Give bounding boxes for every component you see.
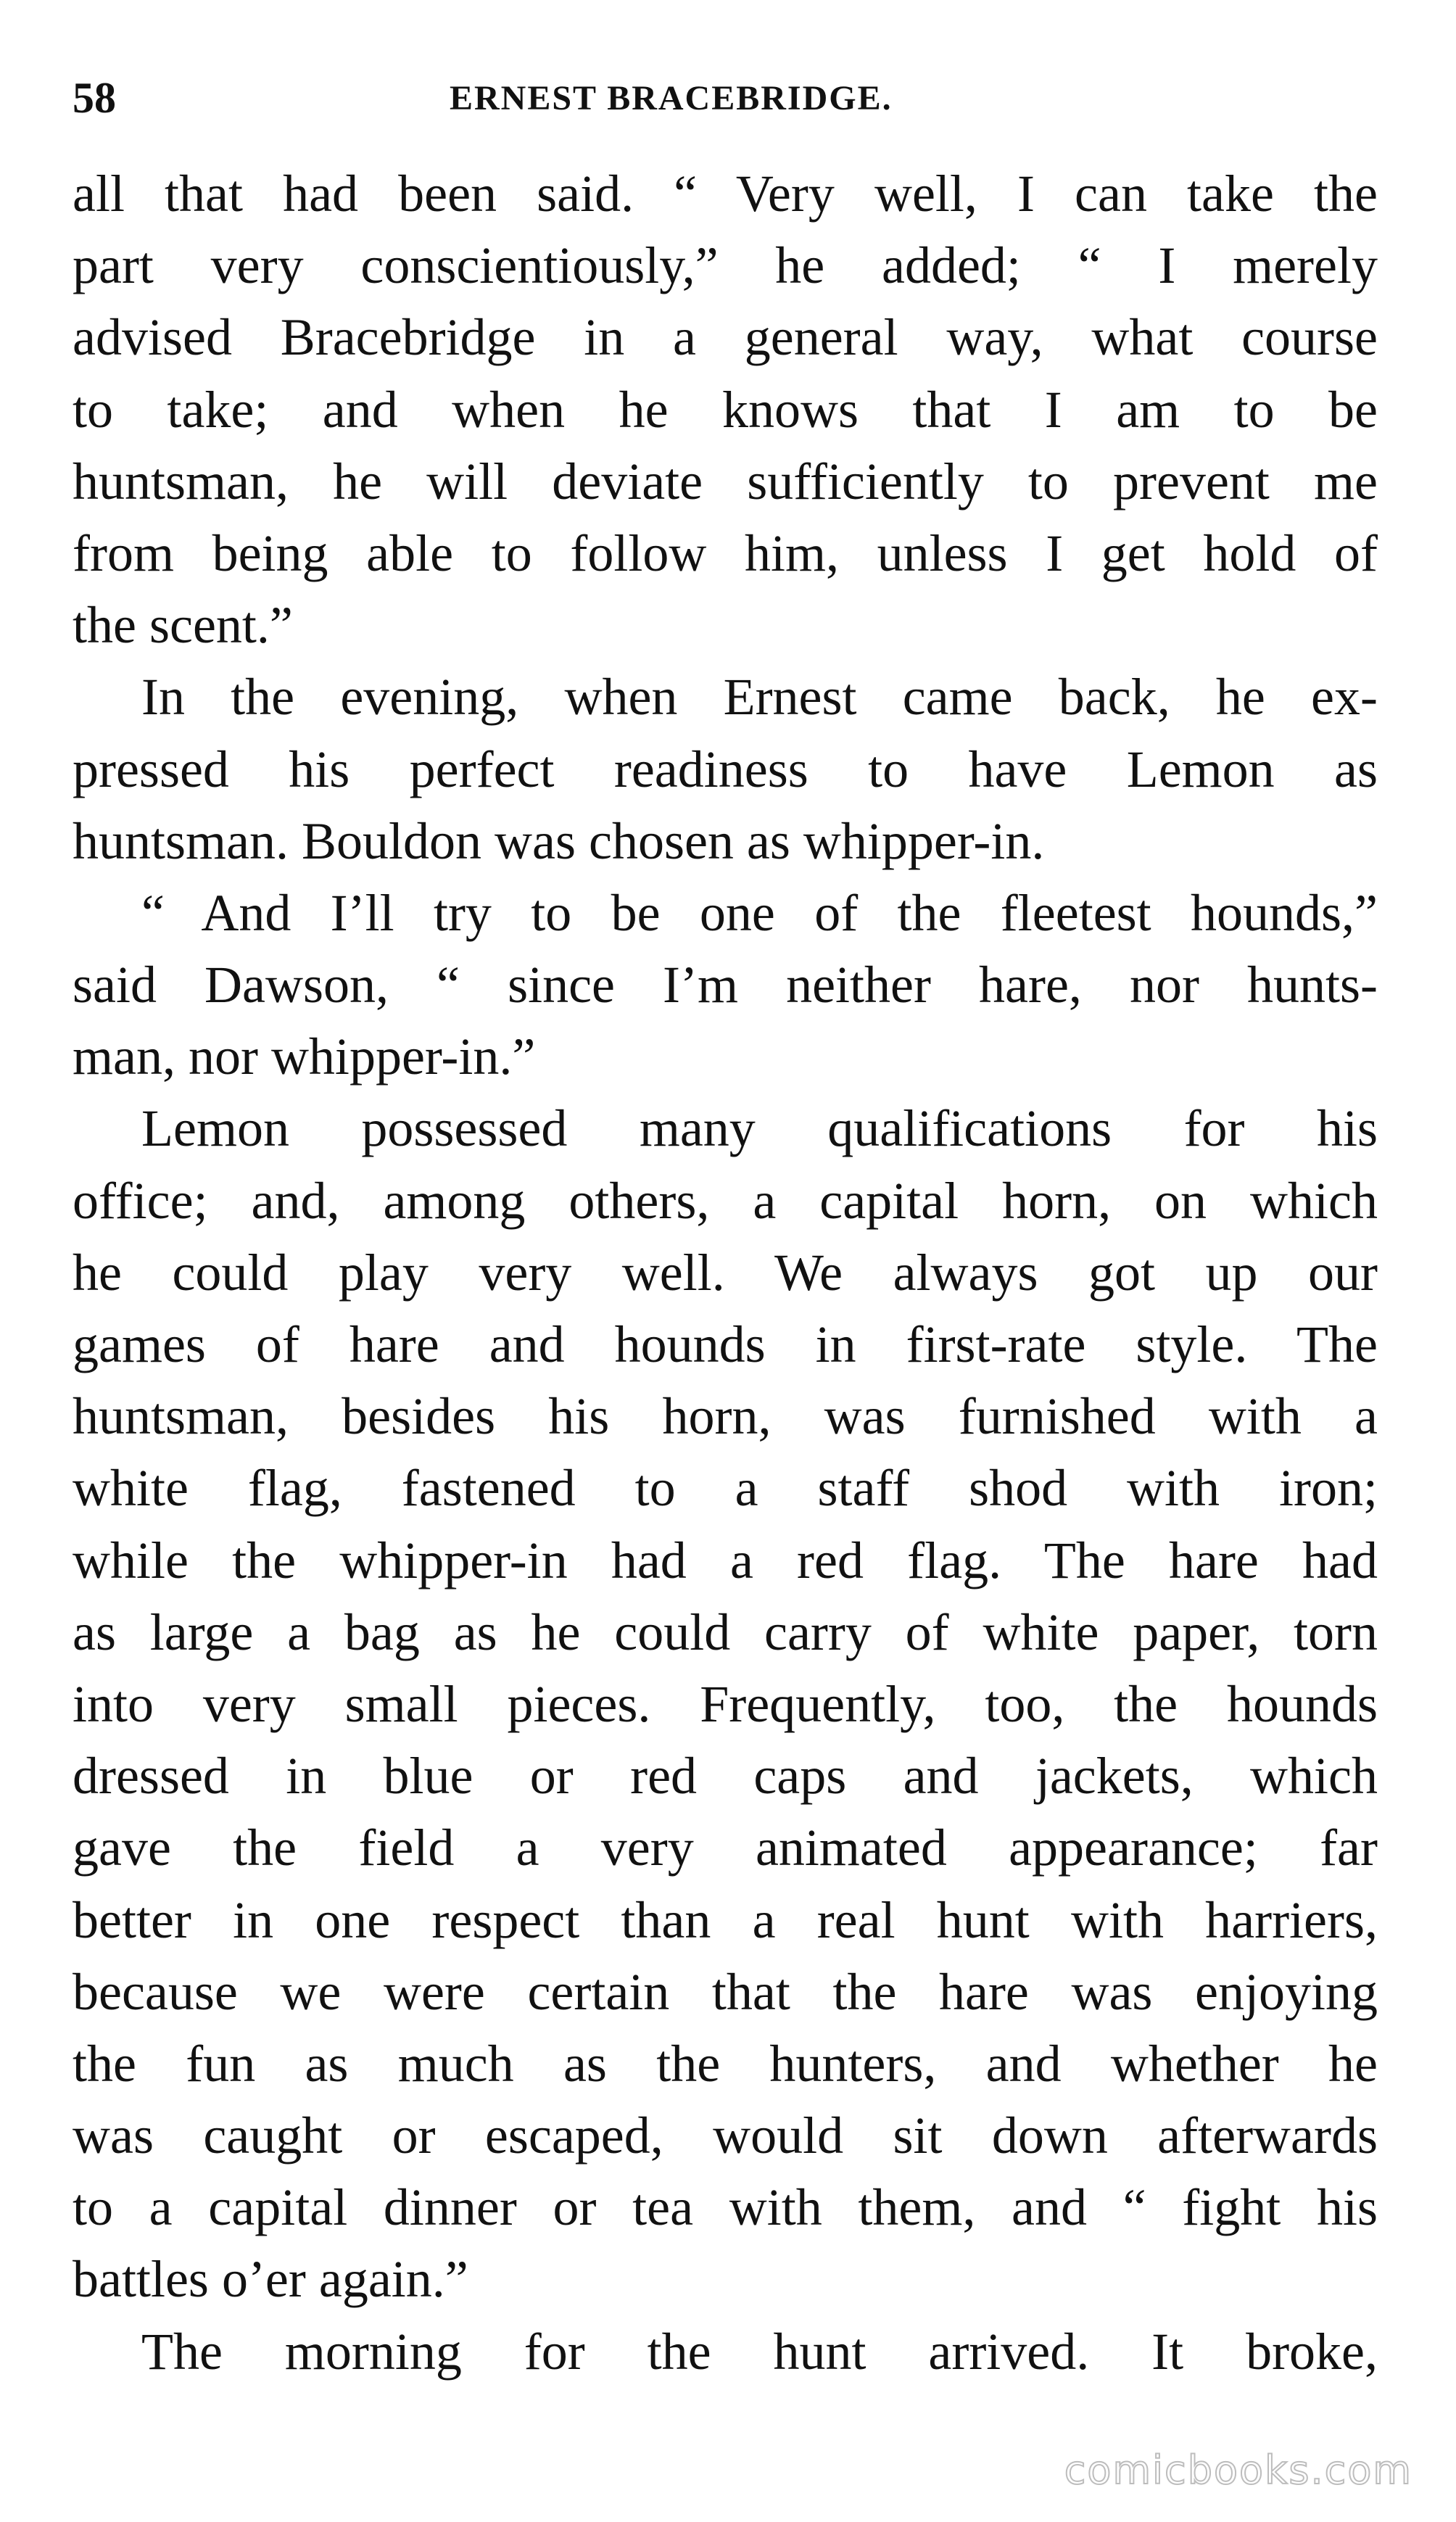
text-line: all that had been said. “ Very well, I can take the (73, 165, 1378, 223)
text-line: pressed his perfect readiness to have Lemon as (73, 740, 1378, 798)
text-line: office; and, among others, a capital horn, on which (73, 1171, 1378, 1230)
text-line: “ And I’ll try to be one of the fleetest hounds,” (141, 883, 1378, 942)
text-line: Lemon possessed many qualifications for his (141, 1099, 1378, 1158)
text-line: In the evening, when Ernest came back, he ex- (141, 668, 1378, 727)
text-line: he could play very well. We always got up our (73, 1243, 1378, 1302)
text-line: The morning for the hunt arrived. It broke, (141, 2322, 1378, 2381)
text-line: from being able to follow him, unless I get hold of (73, 524, 1378, 582)
text-line: the fun as much as the hunters, and whether he (73, 2034, 1378, 2093)
text-line: advised Bracebridge in a general way, what course (73, 308, 1378, 367)
running-head: ERNEST BRACEBRIDGE. (450, 79, 893, 117)
body-text (73, 158, 1378, 2388)
text-line: games of hare and hounds in first-rate style. The (73, 1315, 1378, 1373)
text-line: huntsman. Bouldon was chosen as whipper-in. (73, 811, 1045, 870)
text-line: into very small pieces. Frequently, too, the hounds (73, 1674, 1378, 1733)
page-header (73, 69, 1378, 127)
text-line: gave the field a very animated appearance; far (73, 1819, 1378, 1877)
text-line: better in one respect than a real hunt with harriers, (73, 1890, 1378, 1949)
text-line: white flag, fastened to a staff shod with iron; (73, 1459, 1378, 1518)
text-line: huntsman, besides his horn, was furnished with a (73, 1387, 1378, 1446)
text-line: said Dawson, “ since I’m neither hare, nor hunts- (73, 956, 1378, 1014)
text-line: as large a bag as he could carry of white paper, torn (73, 1603, 1378, 1661)
text-line: part very conscientiously,” he added; “ I merely (73, 236, 1378, 295)
page-number: 58 (73, 74, 116, 122)
text-line: battles o’er again.” (73, 2250, 468, 2309)
text-line: huntsman, he will deviate sufficiently to prevent me (73, 452, 1378, 510)
text-line: while the whipper-in had a red flag. The hare had (73, 1531, 1378, 1589)
text-line: dressed in blue or red caps and jackets, which (73, 1747, 1378, 1806)
text-line: was caught or escaped, would sit down afterwards (73, 2107, 1378, 2165)
text-line: because we were certain that the hare was enjoying (73, 1962, 1378, 2021)
watermark: comicbooks.com (1064, 2447, 1412, 2493)
text-line: man, nor whipper-in.” (73, 1028, 536, 1086)
text-line: the scent.” (73, 596, 293, 655)
text-line: to a capital dinner or tea with them, and “ fight his (73, 2178, 1378, 2237)
text-line: to take; and when he knows that I am to be (73, 380, 1378, 439)
